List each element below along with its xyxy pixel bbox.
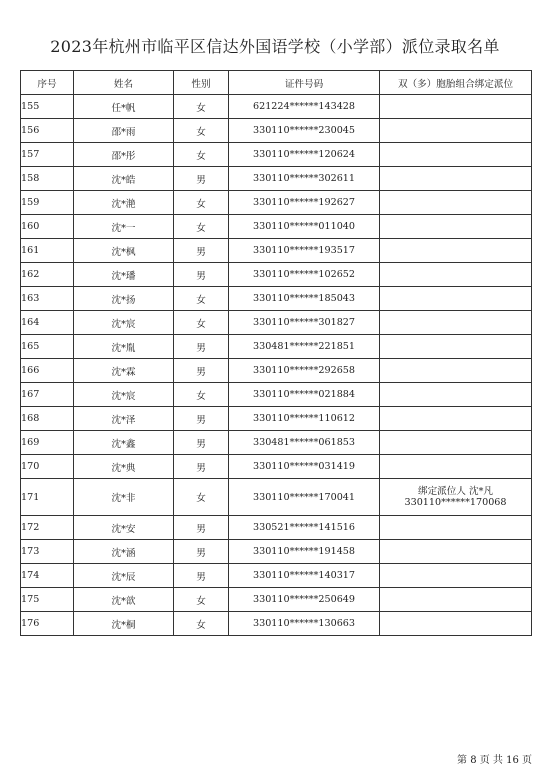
table-row (21, 564, 532, 588)
row-gender: 男 (174, 564, 229, 588)
row-seq: 170 (21, 455, 74, 479)
row-twin-binding (380, 540, 532, 564)
row-id-number: 330110******021884 (229, 383, 380, 407)
row-seq: 157 (21, 143, 74, 167)
table-row (21, 431, 532, 455)
table-row (21, 311, 532, 335)
table-header-row (21, 71, 532, 95)
row-id-number: 330110******011040 (229, 215, 380, 239)
row-twin-binding (380, 407, 532, 431)
row-twin-binding (380, 383, 532, 407)
row-gender: 女 (174, 95, 229, 119)
row-id-number: 330110******031419 (229, 455, 380, 479)
table-row (21, 143, 532, 167)
row-gender: 女 (174, 143, 229, 167)
row-id-number: 330110******110612 (229, 407, 380, 431)
row-twin-binding (380, 143, 532, 167)
row-id-number: 330110******102652 (229, 263, 380, 287)
row-twin-binding (380, 239, 532, 263)
row-twin-binding (380, 479, 532, 516)
row-gender: 男 (174, 407, 229, 431)
table-row (21, 215, 532, 239)
row-gender: 男 (174, 516, 229, 540)
row-seq: 160 (21, 215, 74, 239)
row-twin-binding (380, 612, 532, 636)
row-seq: 166 (21, 359, 74, 383)
page-number: 第 8 页 共 16 页 (457, 755, 532, 766)
row-id-number: 330110******170041 (229, 479, 380, 516)
row-gender: 男 (174, 455, 229, 479)
row-seq: 167 (21, 383, 74, 407)
row-gender: 男 (174, 359, 229, 383)
row-seq: 158 (21, 167, 74, 191)
row-name: 沈*鑫 (74, 431, 174, 455)
table-row (21, 239, 532, 263)
row-seq: 164 (21, 311, 74, 335)
row-id-number: 330110******140317 (229, 564, 380, 588)
row-seq: 165 (21, 335, 74, 359)
row-seq: 176 (21, 612, 74, 636)
admission-table (20, 70, 532, 636)
row-twin-binding (380, 287, 532, 311)
table-row (21, 263, 532, 287)
row-name: 沈*歆 (74, 588, 174, 612)
row-gender: 男 (174, 263, 229, 287)
row-twin-binding (380, 431, 532, 455)
table-row (21, 516, 532, 540)
table-row (21, 407, 532, 431)
table-body (21, 95, 532, 636)
row-twin-binding (380, 588, 532, 612)
row-name: 沈*扬 (74, 287, 174, 311)
row-id-number: 330110******193517 (229, 239, 380, 263)
row-name: 沈*枫 (74, 239, 174, 263)
row-gender: 男 (174, 431, 229, 455)
row-seq: 155 (21, 95, 74, 119)
row-name: 沈*霖 (74, 359, 174, 383)
header-note: 双（多）胞胎组合绑定派位 (380, 71, 532, 95)
row-name: 沈*桐 (74, 612, 174, 636)
row-seq: 162 (21, 263, 74, 287)
row-twin-binding (380, 263, 532, 287)
row-gender: 女 (174, 588, 229, 612)
row-name: 沈*辰 (74, 564, 174, 588)
row-gender: 女 (174, 612, 229, 636)
row-seq: 169 (21, 431, 74, 455)
table-row (21, 167, 532, 191)
row-gender: 女 (174, 119, 229, 143)
row-gender: 男 (174, 335, 229, 359)
row-id-number: 330110******230045 (229, 119, 380, 143)
row-gender: 女 (174, 383, 229, 407)
table-row (21, 95, 532, 119)
row-id-number: 330110******130663 (229, 612, 380, 636)
row-twin-binding (380, 119, 532, 143)
row-name: 沈*宸 (74, 383, 174, 407)
row-gender: 男 (174, 239, 229, 263)
row-gender: 女 (174, 191, 229, 215)
row-name: 邵*彤 (74, 143, 174, 167)
table-row (21, 119, 532, 143)
row-seq: 168 (21, 407, 74, 431)
row-name: 沈*皓 (74, 167, 174, 191)
row-id-number: 621224******143428 (229, 95, 380, 119)
row-name: 沈*璠 (74, 263, 174, 287)
row-twin-binding (380, 335, 532, 359)
row-id-number: 330110******302611 (229, 167, 380, 191)
row-name: 邵*雨 (74, 119, 174, 143)
twin-binding-line: 绑定派位人 沈*凡 (417, 486, 493, 497)
page-title: 2023年杭州市临平区信达外国语学校（小学部）派位录取名单 (50, 37, 500, 56)
header-name: 姓名 (74, 71, 174, 95)
row-id-number: 330481******061853 (229, 431, 380, 455)
table-row (21, 191, 532, 215)
row-gender: 男 (174, 167, 229, 191)
row-id-number: 330110******191458 (229, 540, 380, 564)
row-twin-binding (380, 311, 532, 335)
row-gender: 女 (174, 215, 229, 239)
table-row (21, 540, 532, 564)
row-seq: 159 (21, 191, 74, 215)
row-name: 沈*涵 (74, 540, 174, 564)
row-gender: 男 (174, 540, 229, 564)
row-name: 沈*一 (74, 215, 174, 239)
row-id-number: 330110******301827 (229, 311, 380, 335)
table-row (21, 479, 532, 516)
row-seq: 163 (21, 287, 74, 311)
row-id-number: 330110******120624 (229, 143, 380, 167)
row-twin-binding (380, 564, 532, 588)
table-row (21, 287, 532, 311)
table-row (21, 335, 532, 359)
row-seq: 156 (21, 119, 74, 143)
row-name: 沈*滟 (74, 191, 174, 215)
table-row (21, 359, 532, 383)
header-id: 证件号码 (229, 71, 380, 95)
row-id-number: 330110******185043 (229, 287, 380, 311)
row-name: 沈*胤 (74, 335, 174, 359)
row-twin-binding (380, 191, 532, 215)
row-twin-binding (380, 215, 532, 239)
row-gender: 女 (174, 287, 229, 311)
row-name: 沈*非 (74, 479, 174, 516)
row-twin-binding (380, 455, 532, 479)
table-row (21, 383, 532, 407)
row-gender: 女 (174, 479, 229, 516)
row-seq: 174 (21, 564, 74, 588)
row-seq: 173 (21, 540, 74, 564)
row-gender: 女 (174, 311, 229, 335)
row-seq: 172 (21, 516, 74, 540)
row-seq: 171 (21, 479, 74, 516)
table-row (21, 455, 532, 479)
twin-binding-line: 330110******170068 (404, 497, 507, 508)
row-name: 沈*宸 (74, 311, 174, 335)
row-id-number: 330110******292658 (229, 359, 380, 383)
row-name: 任*帆 (74, 95, 174, 119)
row-twin-binding (380, 516, 532, 540)
table-row (21, 588, 532, 612)
row-id-number: 330110******192627 (229, 191, 380, 215)
row-name: 沈*典 (74, 455, 174, 479)
row-id-number: 330110******250649 (229, 588, 380, 612)
row-name: 沈*安 (74, 516, 174, 540)
row-seq: 175 (21, 588, 74, 612)
row-id-number: 330521******141516 (229, 516, 380, 540)
row-seq: 161 (21, 239, 74, 263)
row-name: 沈*泽 (74, 407, 174, 431)
row-twin-binding (380, 359, 532, 383)
row-twin-binding (380, 167, 532, 191)
table-row (21, 612, 532, 636)
header-seq: 序号 (21, 71, 74, 95)
row-twin-binding (380, 95, 532, 119)
header-gender: 性别 (174, 71, 229, 95)
row-id-number: 330481******221851 (229, 335, 380, 359)
